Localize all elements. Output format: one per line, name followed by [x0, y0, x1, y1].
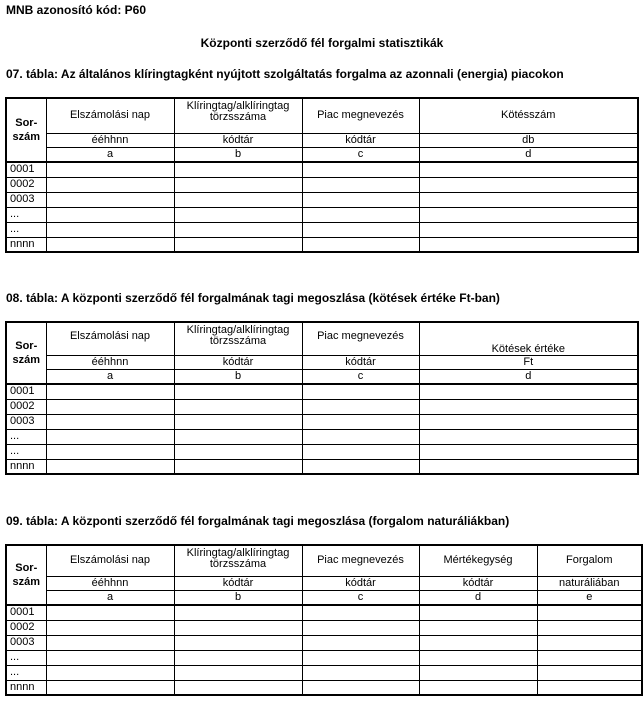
table-08-caption: 08. tábla: A központi szerződő fél forgalmának tagi megoszlása (kötések értéke Ft-ban)	[6, 291, 500, 305]
table-row	[6, 620, 642, 635]
table-cell[interactable]	[174, 650, 302, 665]
table-cell[interactable]	[174, 162, 302, 177]
table-cell[interactable]	[302, 237, 419, 252]
table-07-code: c	[302, 147, 419, 162]
table-row	[6, 177, 638, 192]
table-cell[interactable]	[537, 680, 642, 695]
table-row	[6, 384, 638, 399]
table-cell[interactable]	[302, 459, 419, 474]
row-number: 0002	[6, 620, 46, 635]
table-cell[interactable]	[302, 399, 419, 414]
table-cell[interactable]	[46, 665, 174, 680]
row-number: 0003	[6, 635, 46, 650]
table-cell[interactable]	[174, 384, 302, 399]
table-cell[interactable]	[302, 429, 419, 444]
table-row	[6, 207, 638, 222]
table-cell[interactable]	[419, 399, 638, 414]
table-08-unit: kódtár	[302, 355, 419, 369]
table-cell[interactable]	[302, 414, 419, 429]
table-08-col-header: Kötések értéke	[419, 322, 638, 355]
table-cell[interactable]	[174, 207, 302, 222]
row-number: 0001	[6, 384, 46, 399]
table-cell[interactable]	[302, 620, 419, 635]
table-09-unit: kódtár	[174, 576, 302, 590]
row-number: ...	[6, 444, 46, 459]
table-row	[6, 399, 638, 414]
table-row	[6, 459, 638, 474]
table-cell[interactable]	[537, 620, 642, 635]
mnb-code: MNB azonosító kód: P60	[6, 3, 147, 17]
table-cell[interactable]	[537, 650, 642, 665]
table-07-unit: db	[419, 133, 638, 147]
table-09-col-header: Klíringtag/alklíringtag törzsszáma	[174, 545, 302, 576]
row-number: 0001	[6, 605, 46, 620]
table-09-code: b	[174, 590, 302, 605]
table-cell[interactable]	[419, 429, 638, 444]
table-09-unit: kódtár	[419, 576, 537, 590]
row-number: nnnn	[6, 237, 46, 252]
row-number: ...	[6, 222, 46, 237]
table-row	[6, 237, 638, 252]
row-number: ...	[6, 665, 46, 680]
table-08-code: a	[46, 369, 174, 384]
table-cell[interactable]	[46, 635, 174, 650]
table-cell[interactable]	[537, 635, 642, 650]
table-cell[interactable]	[174, 237, 302, 252]
table-row	[6, 665, 642, 680]
table-09-unit: kódtár	[302, 576, 419, 590]
row-number: 0002	[6, 399, 46, 414]
table-cell[interactable]	[46, 222, 174, 237]
table-cell[interactable]	[419, 192, 638, 207]
table-cell[interactable]	[419, 444, 638, 459]
table-08-sor-header: Sor- szám	[6, 322, 46, 384]
table-09-code: a	[46, 590, 174, 605]
table-cell[interactable]	[174, 459, 302, 474]
table-row	[6, 650, 642, 665]
table-09-col-header: Mértékegység	[419, 545, 537, 576]
row-number: ...	[6, 207, 46, 222]
table-cell[interactable]	[174, 429, 302, 444]
table-cell[interactable]	[419, 207, 638, 222]
table-cell[interactable]	[302, 177, 419, 192]
table-08	[5, 321, 639, 475]
table-cell[interactable]	[46, 177, 174, 192]
table-row	[6, 222, 638, 237]
table-cell[interactable]	[302, 605, 419, 620]
table-cell[interactable]	[174, 414, 302, 429]
table-cell[interactable]	[46, 620, 174, 635]
table-cell[interactable]	[419, 620, 537, 635]
table-cell[interactable]	[419, 237, 638, 252]
row-number: 0003	[6, 414, 46, 429]
table-cell[interactable]	[537, 665, 642, 680]
row-number: 0001	[6, 162, 46, 177]
table-cell[interactable]	[419, 605, 537, 620]
table-09-col-header: Forgalom	[537, 545, 642, 576]
table-cell[interactable]	[302, 192, 419, 207]
row-number: ...	[6, 429, 46, 444]
table-07-caption: 07. tábla: Az általános klíringtagként nyújtott szolgáltatás forgalma az azonnali (energia) piacokon	[6, 67, 564, 81]
table-cell[interactable]	[46, 207, 174, 222]
table-cell[interactable]	[302, 650, 419, 665]
table-cell[interactable]	[537, 605, 642, 620]
table-row	[6, 162, 638, 177]
table-row	[6, 680, 642, 695]
table-08-col-header: Piac megnevezés	[302, 322, 419, 355]
table-cell[interactable]	[46, 444, 174, 459]
table-09-code: c	[302, 590, 419, 605]
table-cell[interactable]	[419, 665, 537, 680]
table-cell[interactable]	[174, 605, 302, 620]
table-09-unit: naturáliában	[537, 576, 642, 590]
table-row	[6, 429, 638, 444]
table-09-code: e	[537, 590, 642, 605]
table-cell[interactable]	[46, 162, 174, 177]
table-cell[interactable]	[174, 635, 302, 650]
table-cell[interactable]	[302, 207, 419, 222]
table-cell[interactable]	[419, 680, 537, 695]
table-cell[interactable]	[174, 680, 302, 695]
table-cell[interactable]	[419, 459, 638, 474]
table-cell[interactable]	[302, 665, 419, 680]
table-cell[interactable]	[302, 635, 419, 650]
table-cell[interactable]	[174, 444, 302, 459]
table-cell[interactable]	[302, 162, 419, 177]
table-09-code: d	[419, 590, 537, 605]
table-07-col-header: Elszámolási nap	[46, 98, 174, 133]
table-cell[interactable]	[46, 680, 174, 695]
table-cell[interactable]	[46, 414, 174, 429]
table-07-col-header: Kötésszám	[419, 98, 638, 133]
table-08-code: d	[419, 369, 638, 384]
table-07-code: d	[419, 147, 638, 162]
table-cell[interactable]	[419, 177, 638, 192]
table-cell[interactable]	[419, 650, 537, 665]
table-09-unit: ééhhnn	[46, 576, 174, 590]
table-cell[interactable]	[46, 237, 174, 252]
row-number: nnnn	[6, 680, 46, 695]
row-number: ...	[6, 650, 46, 665]
table-row	[6, 414, 638, 429]
table-cell[interactable]	[174, 620, 302, 635]
table-cell[interactable]	[174, 665, 302, 680]
table-cell[interactable]	[419, 222, 638, 237]
table-cell[interactable]	[174, 222, 302, 237]
table-cell[interactable]	[46, 650, 174, 665]
table-cell[interactable]	[46, 459, 174, 474]
table-07-col-header: Klíringtag/alklíringtag törzsszáma	[174, 98, 302, 133]
table-row	[6, 192, 638, 207]
table-cell[interactable]	[302, 680, 419, 695]
table-cell[interactable]	[46, 605, 174, 620]
row-number: 0003	[6, 192, 46, 207]
table-cell[interactable]	[302, 384, 419, 399]
page-title: Központi szerződő fél forgalmi statisztikák	[200, 36, 444, 50]
table-07-col-header: Piac megnevezés	[302, 98, 419, 133]
table-cell[interactable]	[46, 384, 174, 399]
table-cell[interactable]	[419, 384, 638, 399]
table-09-caption: 09. tábla: A központi szerződő fél forgalmának tagi megoszlása (forgalom naturáliákban)	[6, 514, 510, 528]
table-08-col-header: Elszámolási nap	[46, 322, 174, 355]
table-07	[5, 97, 639, 253]
table-07-unit: kódtár	[302, 133, 419, 147]
row-number: nnnn	[6, 459, 46, 474]
table-cell[interactable]	[419, 162, 638, 177]
table-08-code: c	[302, 369, 419, 384]
table-07-unit: kódtár	[174, 133, 302, 147]
table-07-sor-header: Sor- szám	[6, 98, 46, 162]
table-07-code: a	[46, 147, 174, 162]
table-cell[interactable]	[46, 399, 174, 414]
table-08-unit: ééhhnn	[46, 355, 174, 369]
table-row	[6, 635, 642, 650]
table-08-code: b	[174, 369, 302, 384]
table-cell[interactable]	[419, 635, 537, 650]
table-cell[interactable]	[174, 177, 302, 192]
table-09-col-header: Elszámolási nap	[46, 545, 174, 576]
table-08-col-header: Klíringtag/alklíringtag törzsszáma	[174, 322, 302, 355]
table-09-col-header: Piac megnevezés	[302, 545, 419, 576]
table-cell[interactable]	[174, 399, 302, 414]
table-cell[interactable]	[419, 414, 638, 429]
table-09-sor-header: Sor- szám	[6, 545, 46, 605]
table-07-unit: ééhhnn	[46, 133, 174, 147]
table-09	[5, 544, 643, 696]
table-cell[interactable]	[46, 192, 174, 207]
table-08-unit: Ft	[419, 355, 638, 369]
table-cell[interactable]	[302, 222, 419, 237]
row-number: 0002	[6, 177, 46, 192]
table-08-unit: kódtár	[174, 355, 302, 369]
table-cell[interactable]	[174, 192, 302, 207]
table-row	[6, 444, 638, 459]
table-row	[6, 605, 642, 620]
table-07-code: b	[174, 147, 302, 162]
table-cell[interactable]	[46, 429, 174, 444]
table-cell[interactable]	[302, 444, 419, 459]
